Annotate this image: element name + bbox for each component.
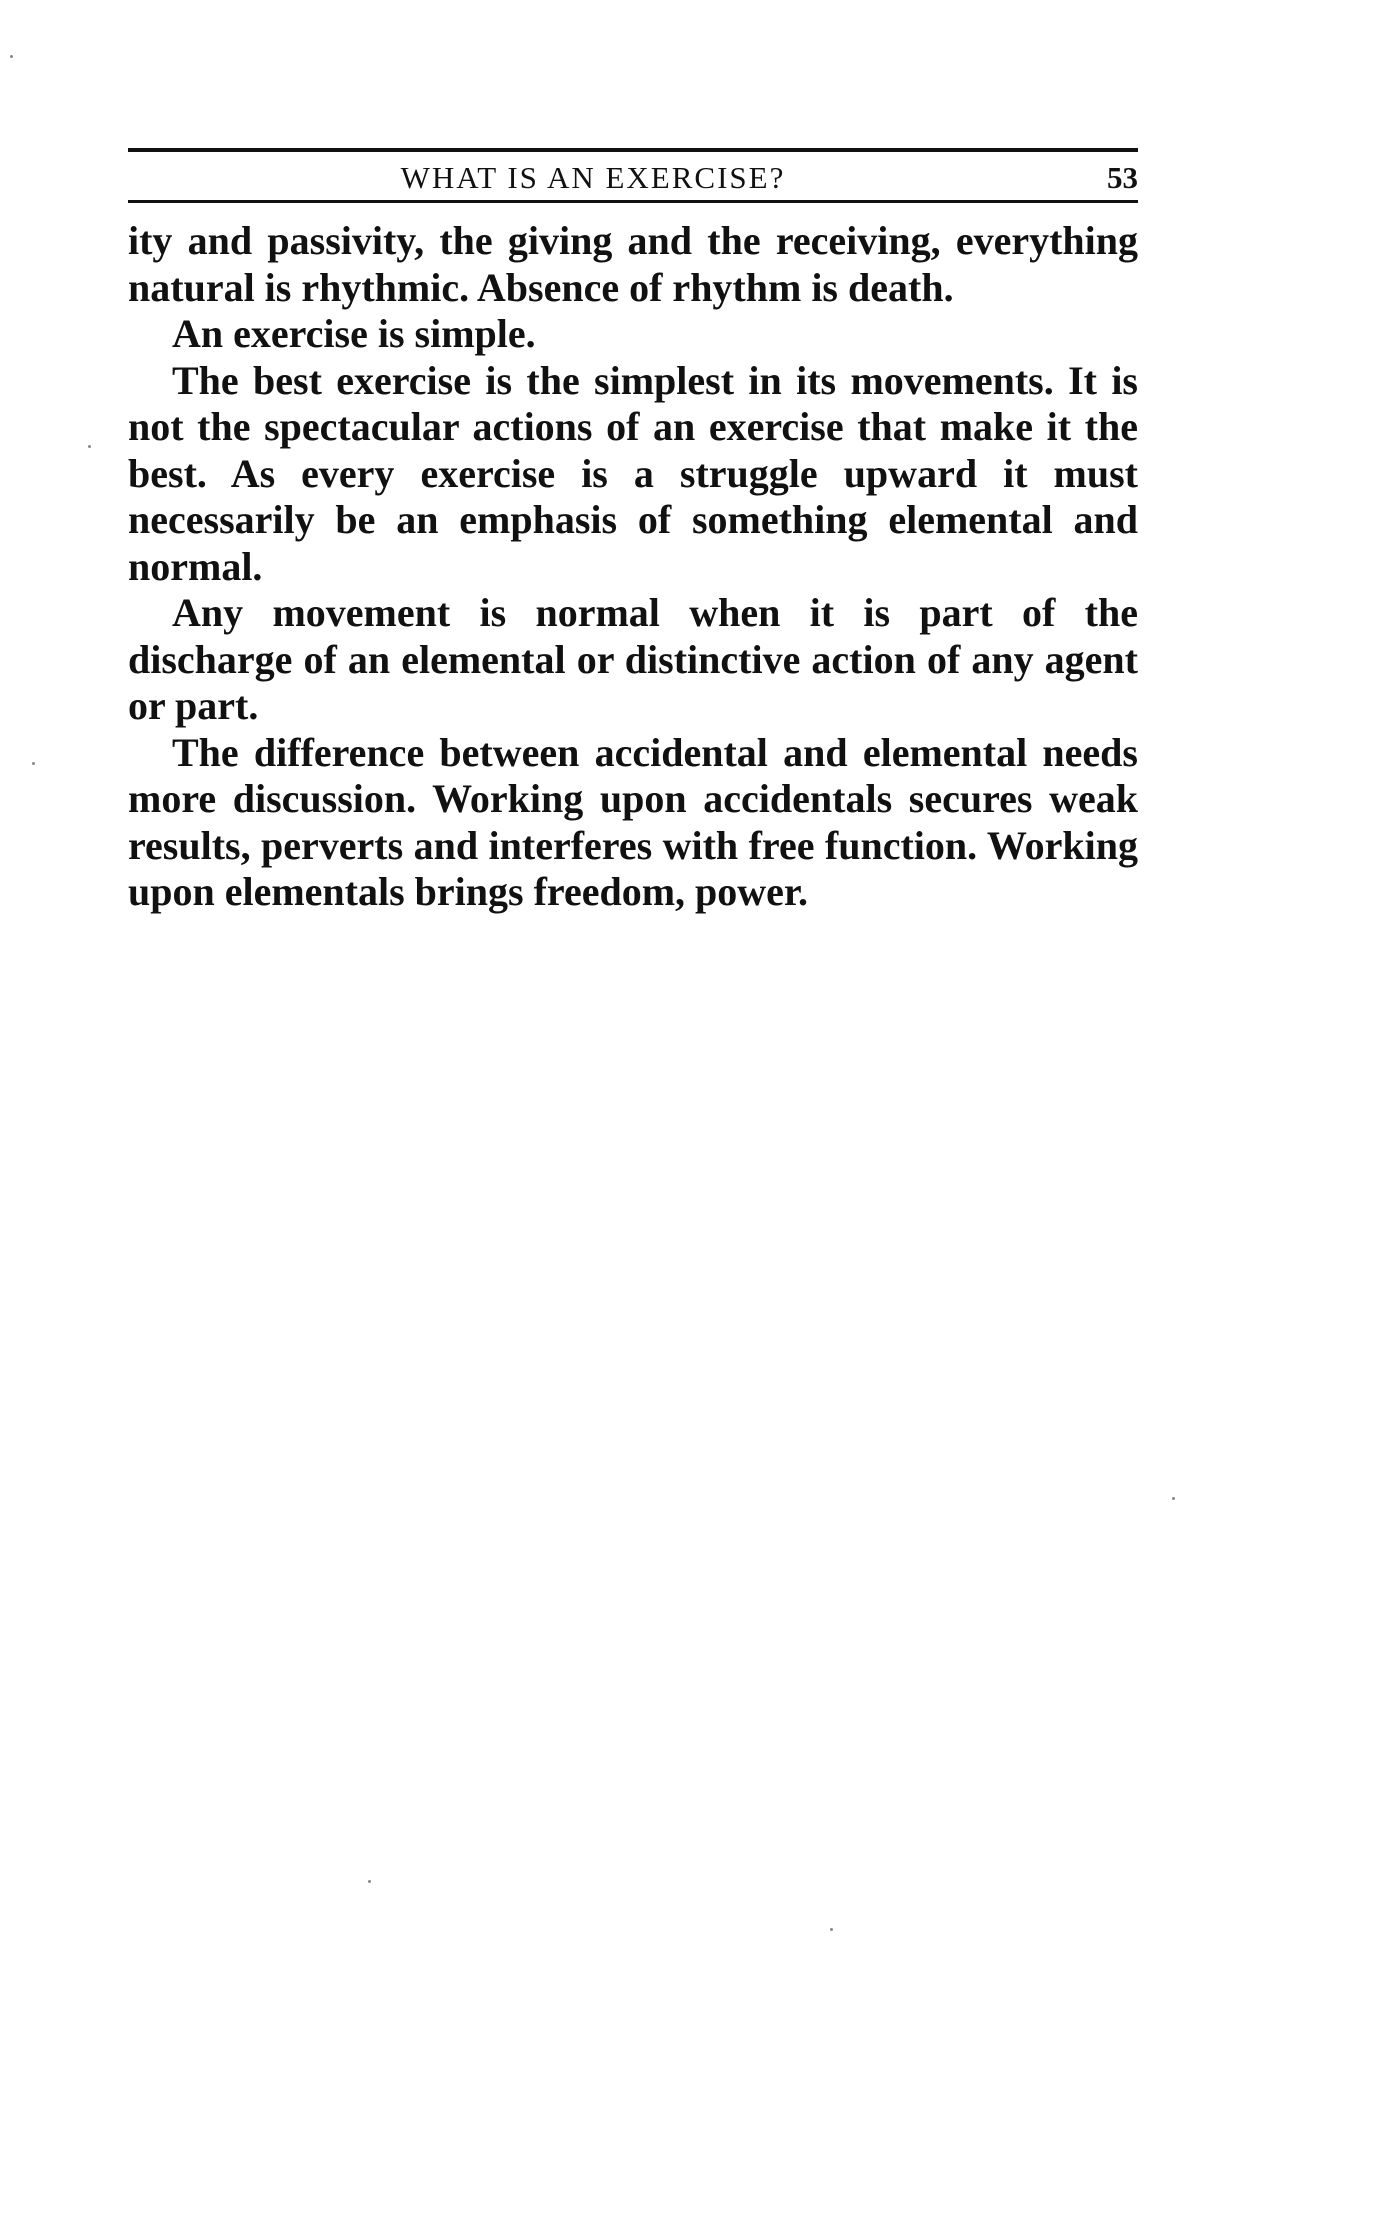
paragraph: An exercise is simple. bbox=[172, 311, 536, 356]
header-top-rule bbox=[128, 148, 1138, 152]
scan-speck bbox=[88, 445, 91, 448]
scan-speck bbox=[10, 55, 13, 58]
scan-speck bbox=[32, 762, 35, 765]
paragraph: The best exercise is the simplest in its movements. It is not the spectacular actions of an exercise that make it the best. As every exercise is a struggle upward it must necessarily be an emphasis of something elemental and normal. bbox=[128, 357, 1138, 589]
scan-speck bbox=[368, 1880, 371, 1883]
paragraph-continued: ity and passivity, the giving and the receiving, everything natural is rhythmic. Absence of rhythm is death. bbox=[128, 218, 1138, 310]
page-number: 53 bbox=[1107, 160, 1138, 195]
header-bottom-rule bbox=[128, 200, 1138, 203]
paragraph: Any movement is normal when it is part of the discharge of an elemental or distinctive action of any agent or part. bbox=[128, 590, 1138, 728]
scan-speck bbox=[830, 1928, 833, 1931]
running-title: WHAT IS AN EXERCISE? bbox=[400, 160, 786, 195]
page-header bbox=[128, 148, 1138, 208]
scan-speck bbox=[1172, 1497, 1175, 1500]
paragraph: The difference between accidental and elemental needs more discussion. Working upon accidentals secures weak results, perverts and interferes with free function. Working upon elementals brings freedom, power. bbox=[128, 729, 1138, 914]
body-text bbox=[128, 218, 1138, 916]
